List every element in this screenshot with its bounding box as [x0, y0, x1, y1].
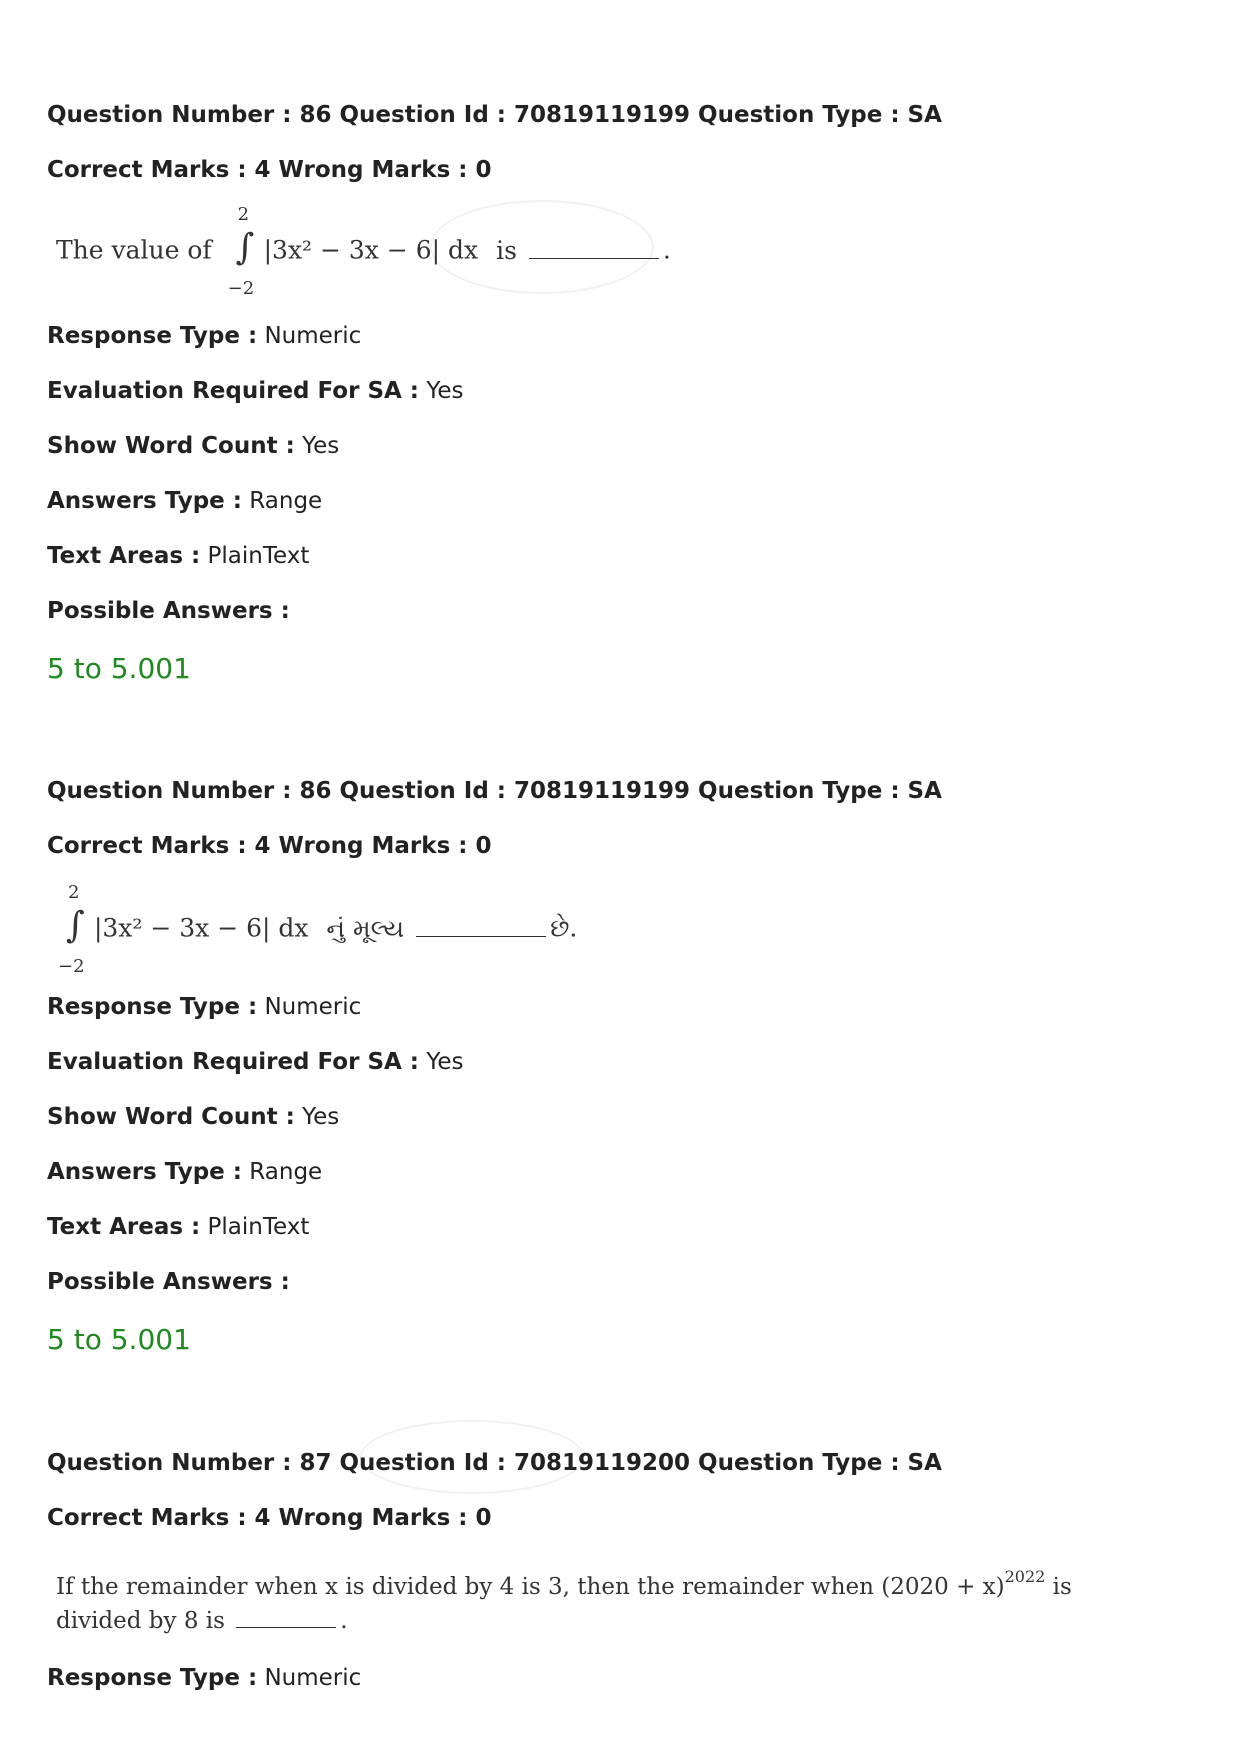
- question-header: Question Number : 87 Question Id : 70819119200 Question Type : SA: [47, 1450, 942, 1476]
- question-exponent: 2022: [1004, 1567, 1046, 1586]
- integral-lower-limit: −2: [58, 956, 85, 977]
- field-response-type: Response Type : Numeric: [47, 994, 362, 1020]
- field-show-word-count: Show Word Count : Yes: [47, 433, 340, 459]
- question-text: 2 ∫ −2 |3x² − 3x − 6| dx નું મૂલ્ય છે.: [58, 882, 578, 977]
- question-suffix: is: [496, 235, 517, 265]
- question-marks: Correct Marks : 4 Wrong Marks : 0: [47, 833, 492, 859]
- question-marks: Correct Marks : 4 Wrong Marks : 0: [47, 157, 492, 183]
- question-marks: Correct Marks : 4 Wrong Marks : 0: [47, 1505, 492, 1531]
- possible-answer: 5 to 5.001: [47, 1323, 191, 1356]
- integrand: |3x² − 3x − 6| dx: [93, 913, 309, 943]
- question-prefix: The value of: [56, 235, 212, 265]
- question-line-2: divided by 8 is: [56, 1608, 225, 1634]
- field-show-word-count: Show Word Count : Yes: [47, 1104, 340, 1130]
- integral-upper-limit: 2: [237, 204, 250, 225]
- question-header: Question Number : 86 Question Id : 70819119199 Question Type : SA: [47, 778, 942, 804]
- answer-blank: [236, 1626, 336, 1628]
- field-text-areas: Text Areas : PlainText: [47, 543, 310, 569]
- possible-answer: 5 to 5.001: [47, 652, 191, 685]
- question-suffix: નું મૂલ્ય: [326, 913, 405, 943]
- field-evaluation-required: Evaluation Required For SA : Yes: [47, 1049, 464, 1075]
- question-line-1: If the remainder when x is divided by 4 is 3, then the remainder when (2020 + x): [56, 1574, 1005, 1600]
- field-answers-type: Answers Type : Range: [47, 1159, 323, 1185]
- field-response-type: Response Type : Numeric: [47, 1665, 362, 1691]
- field-evaluation-required: Evaluation Required For SA : Yes: [47, 378, 464, 404]
- question-header: Question Number : 86 Question Id : 70819119199 Question Type : SA: [47, 102, 942, 128]
- answer-blank: [416, 935, 546, 937]
- field-text-areas: Text Areas : PlainText: [47, 1214, 310, 1240]
- integral-sign: 2 ∫ −2: [227, 204, 255, 299]
- field-answers-type: Answers Type : Range: [47, 488, 323, 514]
- integral-upper-limit: 2: [68, 882, 80, 903]
- field-possible-answers: Possible Answers :: [47, 598, 290, 624]
- field-response-type: Response Type : Numeric: [47, 323, 362, 349]
- answer-blank: [529, 257, 659, 259]
- field-possible-answers: Possible Answers :: [47, 1269, 290, 1295]
- question-text: If the remainder when x is divided by 4 is 3, then the remainder when $(2020 + x)^{2022}$ is divided by 8 is .: [56, 1567, 1072, 1634]
- integral-sign: 2 ∫ −2: [58, 882, 85, 977]
- question-text: The value of 2 ∫ −2 |3x² − 3x − 6| dx is .: [56, 204, 671, 299]
- integral-lower-limit: −2: [227, 278, 255, 299]
- question-line-1-end: is: [1052, 1574, 1072, 1600]
- integrand: |3x² − 3x − 6| dx: [263, 235, 479, 265]
